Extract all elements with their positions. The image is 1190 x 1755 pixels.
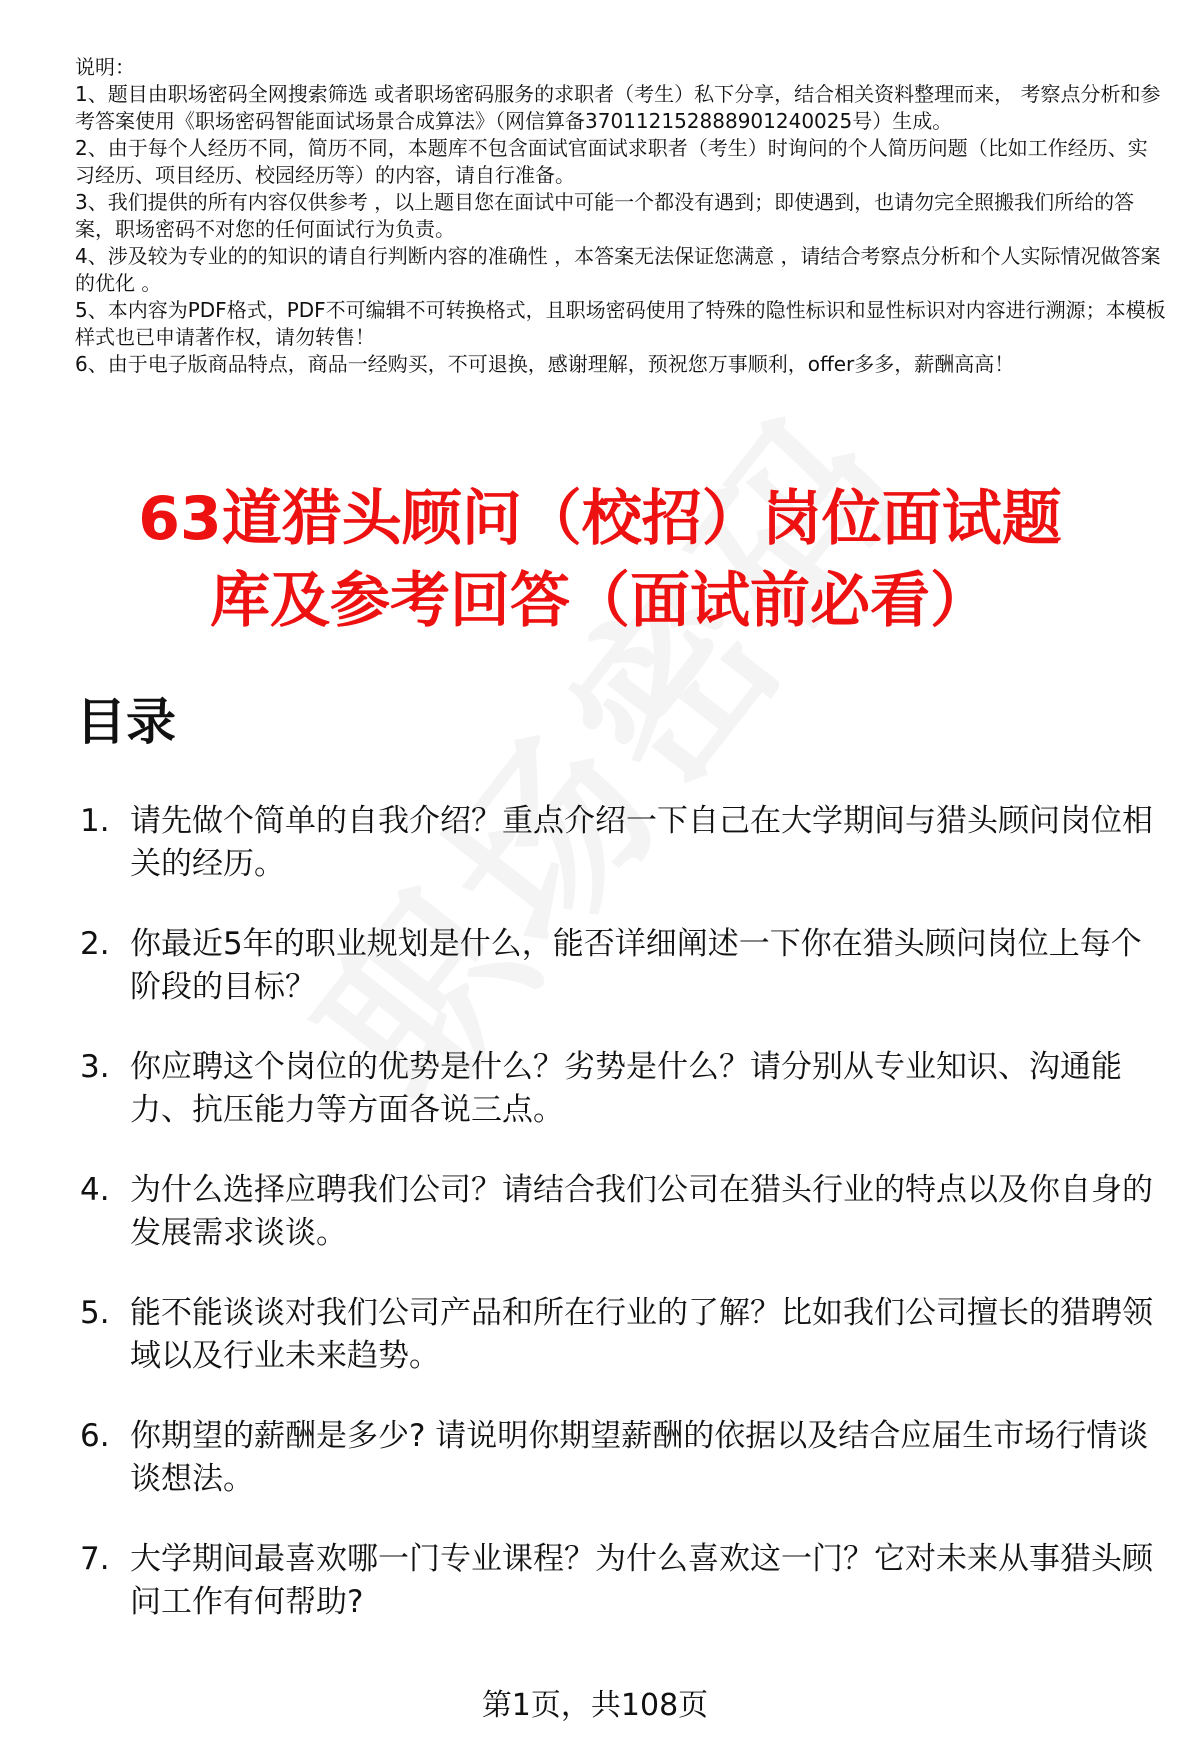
note-item: 5、本内容为PDF格式，PDF不可编辑不可转换格式，且职场密码使用了特殊的隐性标识和显性标识对内容进行溯源；本模板样式也已申请著作权，请勿转售！ [75,298,1166,349]
note-item: 3、我们提供的所有内容仅供参考 ，以上题目您在面试中可能一个都没有遇到；即使遇到，也请勿完全照搬我们所给的答案，职场密码不对您的任何面试行为负责。 [75,190,1135,241]
toc-item-number: 5. [80,1295,110,1331]
toc-item[interactable] [76,1415,1170,1501]
toc-item-text: 你期望的薪酬是多少? 请说明你期望薪酬的依据以及结合应届生市场行情谈谈想法。 [130,1418,1149,1497]
toc-item[interactable] [76,800,1170,886]
toc-item[interactable] [76,1538,1170,1624]
document-title [70,478,1130,642]
notes-heading: 说明： [75,55,135,79]
page-footer: 第1页，共108页 [481,1688,709,1723]
toc-item-number: 6. [80,1418,110,1454]
toc-item-text: 为什么选择应聘我们公司？请结合我们公司在猎头行业的特点以及你自身的发展需求谈谈。 [130,1172,1153,1251]
disclaimer-notes [75,54,1167,378]
toc-item-text: 能不能谈谈对我们公司产品和所在行业的了解？比如我们公司擅长的猎聘领域以及行业未来趋势。 [130,1295,1153,1374]
note-item: 4、涉及较为专业的的知识的请自行判断内容的准确性 ，本答案无法保证您满意 ，请结合考察点分析和个人实际情况做答案的优化 。 [75,244,1161,295]
toc-item-text: 你应聘这个岗位的优势是什么？劣势是什么？请分别从专业知识、沟通能力、抗压能力等方面各说三点。 [130,1049,1122,1128]
toc-item-number: 3. [80,1049,110,1085]
toc-item-text: 你最近5年的职业规划是什么，能否详细阐述一下你在猎头顾问岗位上每个阶段的目标？ [130,926,1142,1005]
toc-item-number: 7. [80,1541,110,1577]
note-item: 6、由于电子版商品特点，商品一经购买，不可退换，感谢理解，预祝您万事顺利，offer多多，薪酬高高！ [75,352,1015,376]
toc-item-number: 4. [80,1172,110,1208]
toc-item[interactable] [76,923,1170,1009]
title-line-1: 63道猎头顾问（校招）岗位面试题 [138,484,1062,554]
toc-list [76,800,1170,1661]
toc-item[interactable] [76,1169,1170,1255]
title-line-2: 库及参考回答（面试前必看） [210,566,990,636]
toc-item-text: 请先做个简单的自我介绍？重点介绍一下自己在大学期间与猎头顾问岗位相关的经历。 [130,803,1153,882]
note-item: 1、题目由职场密码全网搜索筛选 或者职场密码服务的求职者（考生）私下分享，结合相关资料整理而来， 考察点分析和参考答案使用《职场密码智能面试场景合成算法》（网信算备370112152888901240025号）生成。 [75,82,1161,133]
toc-item-number: 1. [80,803,110,839]
toc-item-text: 大学期间最喜欢哪一门专业课程？为什么喜欢这一门？它对未来从事猎头顾问工作有何帮助? [130,1541,1153,1620]
toc-item[interactable] [76,1292,1170,1378]
toc-item[interactable] [76,1046,1170,1132]
toc-heading: 目录 [76,693,176,751]
toc-item-number: 2. [80,926,110,962]
note-item: 2、由于每个人经历不同，简历不同，本题库不包含面试官面试求职者（考生）时询问的个人简历问题（比如工作经历、实习经历、项目经历、校园经历等）的内容，请自行准备。 [75,136,1148,187]
